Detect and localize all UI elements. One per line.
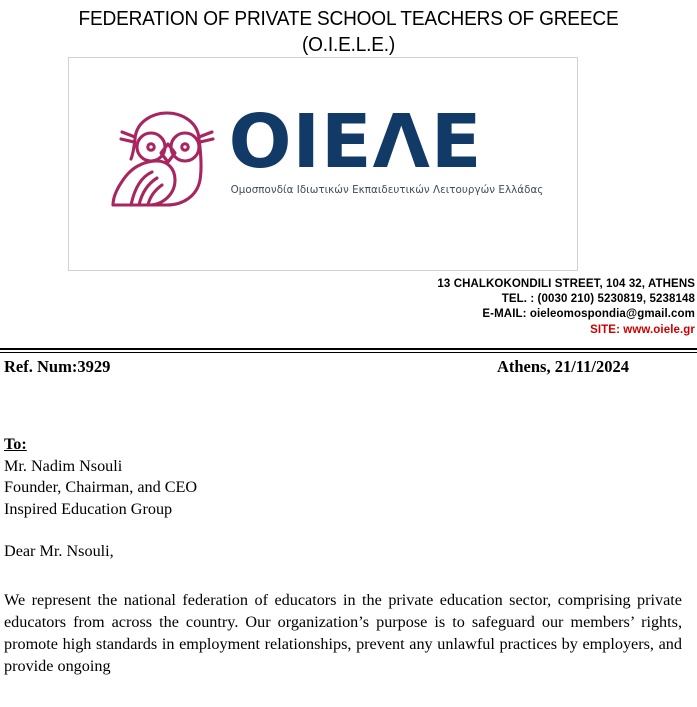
recipient-organization: Inspired Education Group — [4, 499, 173, 518]
header-rule-thick — [0, 348, 697, 350]
recipient-title: Founder, Chairman, and CEO — [4, 478, 198, 496]
contact-email: E-MAIL: oieleomospondia@gmail.com — [482, 308, 695, 321]
reference-row — [0, 357, 697, 379]
letter-body — [4, 434, 690, 677]
ref-number: Ref. Num:3929 — [4, 357, 111, 376]
contact-address: 13 CHALKOKONDILI STREET, 104 32, ATHENS — [437, 278, 695, 290]
letterhead-title — [24, 0, 672, 58]
place-date: Athens, 21/11/2024 — [496, 357, 629, 376]
contact-tel: TEL. : (0030 210) 5230819, 5238148 — [501, 293, 695, 306]
body-paragraph-1: We represent the national federation of educators in the private education sector, comprising private educators from across the country. Our organization’s purpose is to safeguard our members’ rights, promote high standards in employment relationships, prevent any unlawful practices by employers, and provide ongoing — [4, 590, 682, 676]
to-label: To: — [4, 435, 27, 453]
letterhead-title-line2: (O.I.E.L.E.) — [301, 33, 396, 56]
logo-text — [229, 100, 544, 197]
recipient-name: Mr. Nadim Nsouli — [4, 456, 123, 475]
logo-subtitle: Ομοσπονδία Ιδιωτικών Εκπαιδευτικών Λειτουργών Ελλάδας — [230, 184, 544, 196]
contact-block — [135, 277, 695, 338]
salutation: Dear Mr. Nsouli, — [4, 542, 114, 560]
logo-content — [69, 100, 579, 230]
owl-icon — [105, 106, 225, 214]
header-rule-thin — [0, 352, 697, 353]
letterhead-title-line1: FEDERATION OF PRIVATE SCHOOL TEACHERS OF GREECE — [78, 7, 619, 30]
contact-site: SITE: www.oiele.gr — [590, 323, 695, 336]
logo-frame — [68, 57, 578, 271]
logo-wordmark: ΟΙΕΛΕ — [228, 99, 483, 185]
